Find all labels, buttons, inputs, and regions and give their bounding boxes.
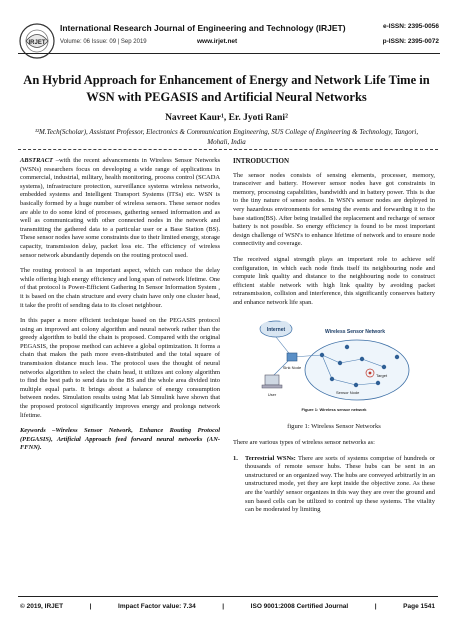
user-icon bbox=[262, 375, 282, 388]
header-rule bbox=[18, 53, 440, 54]
body-paragraph-3: In this paper a more efficient technique based on the PEGASIS protocol using an improved ant colony algorithm and neural network rather than the greedy algorithm to build the chain is proposed. Compared with the original PEGASIS, the propose method can achieve a global optimization. It forms a chain that makes the path more even-distributed and the total square of transmission distance much less. The protocol uses the thought of neural networks algorithm to select the chain head, it utilizes ant colony algorithm to find the best path to send data to the BS and the whole area divided into multiple equal parts. It brings about a balance of energy consumption between nodes. Simulation results using Mat lab Simulink have shown that the proposed protocol significantly improves energy and prolongs network lifetime. bbox=[20, 317, 220, 419]
footer-divider: | bbox=[89, 603, 92, 610]
abstract-paragraph bbox=[20, 157, 220, 260]
sink-label: Sink Node bbox=[282, 364, 301, 370]
abstract-text: –with the recent advancements in Wireless Sensor Networks (WSNs) researchers focus on developing a wide range of applications in commercial, industrial, military, health monitoring, process control (SCADA systems), infrastructure protection, surveillance systems wireless networks, embedded systems and Intelligent Transport Systems (ITSs) etc. WSN is basically formed by a huge number of wireless sensors. These sensor nodes are able to do some kind of processes, gathering sensed information and as well as communicating with other connected nodes in the network and transmitting the gathered data to a particular user or a Base Station (BS). These sensor nodes have some constraints due to their limited energy, storage capacity, transmission delay, packet loss etc. The efficiency of wireless sensor network abundantly depends on the routing protocol used. bbox=[20, 157, 220, 259]
irjet-logo-icon bbox=[18, 22, 56, 60]
eissn: e-ISSN: 2395-0056 bbox=[382, 23, 439, 30]
introduction-heading: INTRODUCTION bbox=[233, 157, 290, 165]
keywords: Keywords –Wireless Sensor Network, Enhance Routing Protocol (PEGASIS), Artificial Approach feed forward neural networks (AN-FFNN). bbox=[20, 427, 220, 452]
list-number: 1. bbox=[233, 454, 238, 462]
internet-label: Internet bbox=[266, 326, 285, 333]
journal-name: International Research Journal of Engineering and Technology (IRJET) bbox=[60, 23, 346, 33]
page-footer bbox=[20, 603, 435, 610]
footer-copyright: © 2019, IRJET bbox=[20, 603, 64, 610]
journal-header bbox=[0, 0, 453, 66]
left-column bbox=[20, 157, 220, 460]
right-column bbox=[233, 157, 435, 515]
footer-divider: | bbox=[374, 603, 377, 610]
list-text bbox=[245, 455, 435, 515]
journal-website-link[interactable]: www.irjet.net bbox=[197, 38, 238, 45]
wsn-diagram bbox=[252, 315, 417, 419]
figure-inner-caption: Figure 1: Wireless sensor network bbox=[300, 406, 367, 412]
list-body: There are sorts of systems comprise of hundreds or thousands of remote sensor hubs. These hubs can be sent in an unstructured or an organized way. The hubs are conveyed arbitrarily in an unstructured mode, yet they are kept inside the objective zone. As these are the 'earthly' sensor organizes in this way they are over the ground and sun based cells can be utilized to control up these systems. The vitality can be moderated by limiting bbox=[245, 454, 435, 514]
intro-paragraph-1: The sensor nodes consists of sensing elements, processer, memory, transceiver and battery. However sensor nodes have got constraints in memory, processing capabilities, bandwidth and in battery power. This is due to the tiny nature of sensor nodes. In WSN's sensor nodes are deployed in very hazardous environments for sensing the events and forwarding it to the base station(BS). After being installed the replacement and recharge of sensor battery is not possible. So energy efficiency is found to be most important design challenge of WSN's to enhance lifetime of network and to ensure node connectivity and coverage. bbox=[233, 171, 435, 248]
list-item bbox=[233, 455, 435, 515]
footer-iso: ISO 9001:2008 Certified Journal bbox=[250, 603, 349, 610]
list-term: Terrestrial WSNs: bbox=[245, 454, 296, 462]
pissn: p-ISSN: 2395-0072 bbox=[382, 38, 439, 45]
separator-rule bbox=[18, 149, 438, 150]
svg-text:IRJET: IRJET bbox=[28, 40, 46, 46]
user-label: User bbox=[267, 391, 276, 397]
paper-authors: Navreet Kaur¹, Er. Jyoti Rani² bbox=[165, 113, 288, 123]
abstract-label: ABSTRACT bbox=[20, 157, 53, 164]
target-label: Target bbox=[375, 372, 387, 378]
footer-impact-factor: Impact Factor value: 7.34 bbox=[118, 603, 196, 610]
sink-node-icon bbox=[287, 353, 297, 361]
paper-affiliation: ¹²M.Tech(Scholar), Assistant Professor, Electronics & Communication Engineering, SUS College of Engineering & Technology, Tangori, Mohali, India bbox=[34, 128, 419, 146]
intro-paragraph-3: There are various types of wireless sensor networks as: bbox=[233, 439, 375, 447]
footer-rule bbox=[18, 596, 438, 597]
footer-divider: | bbox=[222, 603, 225, 610]
paper-title: An Hybrid Approach for Enhancement of Energy and Network Life Time in WSN with PEGASIS and Artificial Neural Networks bbox=[23, 73, 430, 104]
sensor-node-label: Sensor Node bbox=[335, 389, 359, 395]
wsn-figure bbox=[252, 315, 417, 419]
intro-paragraph-2: The received signal strength plays an important role to achieve self configuration, in which each node finds itself its neighbouring node and compute link quality and distance to the neighbouring node to construct efficient stable network with high link quality by avoiding packet retransmission, collision and interference, this significantly conserves battery and enhance network life span. bbox=[233, 255, 435, 306]
volume-issue: Volume: 06 Issue: 09 | Sep 2019 bbox=[60, 39, 147, 45]
wsn-label: Wireless Sensor Network bbox=[324, 328, 385, 335]
footer-page-number: Page 1541 bbox=[403, 603, 435, 610]
body-paragraph-2: The routing protocol is an important aspect, which can reduce the delay while offering high energy efficiency and long span of network lifetime. One of that protocol is Power-Efficient Gathering In Sensor Information System , it is based on the chain structure and every chain have only one cluster head, it take the profit of sending data to its closet neighbour. bbox=[20, 267, 220, 309]
figure-caption: figure 1: Wireless Sensor Networks bbox=[287, 422, 381, 430]
